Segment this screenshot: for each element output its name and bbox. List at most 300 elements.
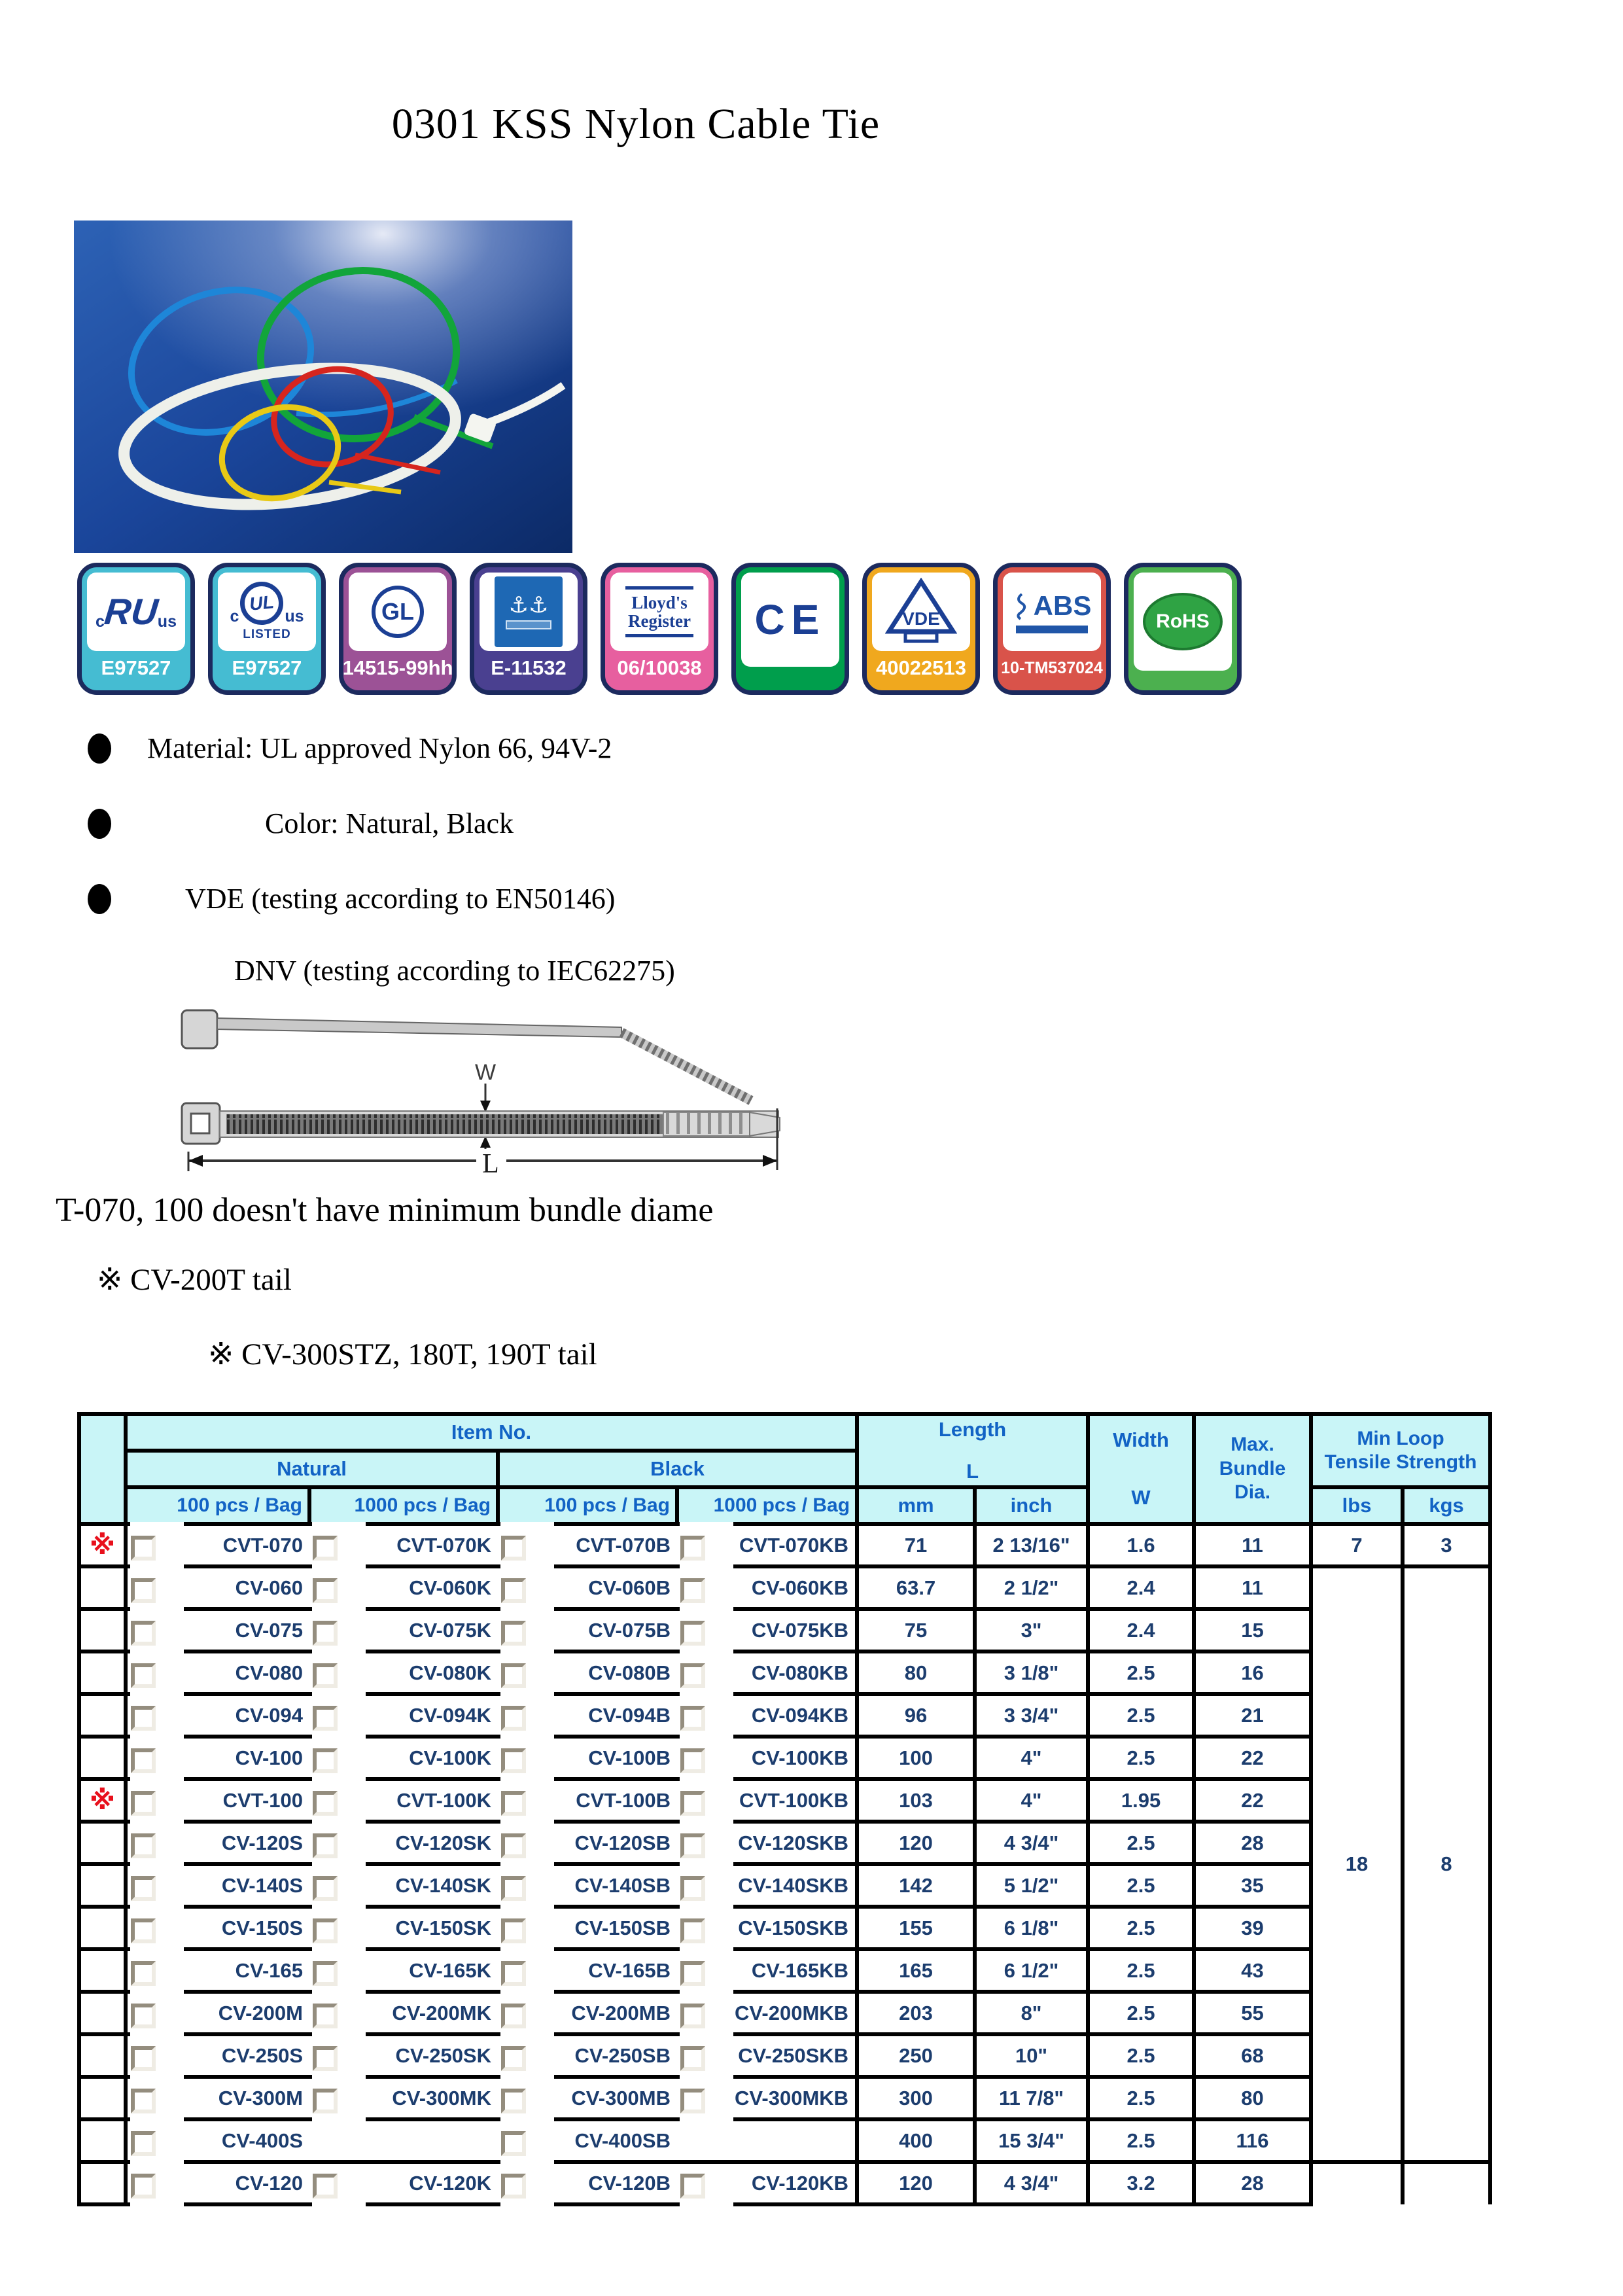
cell-length-inch: 4" [975,1779,1088,1822]
item-label: CV-300MB [571,2086,671,2110]
row-star-cell [79,1524,126,1566]
item-label: CVT-070B [576,1533,671,1557]
item-cell-natural-1000 [309,1651,498,1694]
border-gap [500,1902,554,1909]
border-gap [130,1987,184,1994]
item-checkbox[interactable] [680,1876,705,1901]
cell-width: 2.5 [1088,2119,1194,2162]
item-label: CV-300M [218,2086,303,2110]
bullet-color [88,807,514,840]
spec-table-body [79,1524,1490,2204]
item-label: CV-120S [221,1831,303,1854]
cell-width: 3.2 [1088,2162,1194,2204]
lloyds-logo-icon [610,573,708,651]
border-gap [312,1945,366,1951]
item-checkbox[interactable] [501,1961,526,1986]
ul-listed-label: LISTED [243,627,291,641]
border-gap [680,1562,733,1568]
cell-length-inch: 3 3/4" [975,1694,1088,1737]
cell-bundle-dia: 55 [1194,1992,1311,2034]
item-checkbox[interactable] [313,2089,338,2113]
cell-bundle-dia: 28 [1194,2162,1311,2204]
border-gap [130,1860,184,1866]
item-checkbox[interactable] [501,1536,526,1561]
item-checkbox[interactable] [680,1791,705,1816]
item-checkbox[interactable] [313,1833,338,1858]
item-cell-black-1000 [677,1907,857,1949]
item-checkbox[interactable] [131,2131,156,2156]
border-gap [680,1817,733,1824]
rohs-mark: RoHS [1143,593,1223,650]
header-item-no: Item No. [126,1414,857,1451]
border-gap [312,1647,366,1653]
length-dim-label: L [482,1149,499,1179]
cell-length-inch: 2 13/16" [975,1524,1088,1566]
item-cell-black-1000 [677,1737,857,1779]
border-gap [312,2030,366,2036]
item-checkbox[interactable] [501,2174,526,2199]
border-gap [130,2115,184,2121]
border-gap [680,2115,733,2121]
border-gap [680,1987,733,1994]
item-checkbox[interactable] [680,1663,705,1688]
item-checkbox[interactable] [680,1578,705,1603]
item-checkbox[interactable] [131,2089,156,2113]
item-cell-natural-1000 [309,2119,498,2162]
ce-mark: CE [754,596,826,643]
item-checkbox[interactable] [131,2046,156,2071]
item-cell-natural-1000 [309,1566,498,1609]
row-star-cell [79,1609,126,1651]
item-label: CV-250SKB [738,2043,849,2067]
cell-bundle-dia: 35 [1194,1864,1311,1907]
border-gap [312,2200,366,2206]
item-checkbox[interactable] [313,2004,338,2028]
item-label: CV-120B [588,2171,671,2195]
row-star-cell [79,1822,126,1864]
cell-bundle-dia: 116 [1194,2119,1311,2162]
bullet-vde [88,882,615,915]
cell-width: 1.6 [1088,1524,1194,1566]
item-label: CV-400S [221,2128,303,2152]
item-checkbox[interactable] [501,2089,526,2113]
table-row [79,2077,1490,2119]
header-length [857,1414,1088,1487]
item-checkbox[interactable] [313,1536,338,1561]
item-checkbox[interactable] [680,1748,705,1773]
cert-code: 06/10038 [617,656,702,679]
item-checkbox[interactable] [680,1961,705,1986]
item-cell-natural-100 [126,1737,309,1779]
item-checkbox[interactable] [313,1706,338,1731]
item-cell-black-1000 [677,1949,857,1992]
vde-triangle-icon [872,573,970,651]
cell-bundle-dia: 22 [1194,1737,1311,1779]
item-checkbox[interactable] [680,1833,705,1858]
cell-bundle-dia: 68 [1194,2034,1311,2077]
row-star-cell [79,1949,126,1992]
item-checkbox[interactable] [313,1578,338,1603]
item-cell-black-100 [498,2077,677,2119]
dnv-line: DNV (testing according to IEC62275) [234,955,675,987]
item-label: CV-400SB [574,2128,671,2152]
cell-bundle-dia: 21 [1194,1694,1311,1737]
note-bundle-diameter: T-070, 100 doesn't have minimum bundle diame [56,1192,714,1229]
border-gap [130,1689,184,1696]
item-label: CV-080B [588,1661,671,1684]
item-label: CVT-070 [222,1533,303,1557]
item-label: CV-075K [409,1618,491,1642]
item-checkbox[interactable] [501,1833,526,1858]
bullet-material [88,732,612,765]
bullet-icon [88,733,111,764]
item-checkbox[interactable] [680,2174,705,2199]
header-length-label: Length [938,1418,1007,1441]
star-mark: ※ [90,1530,115,1561]
item-label: CV-150SB [574,1916,671,1939]
row-star-cell [79,1566,126,1609]
item-checkbox[interactable] [313,2174,338,2199]
item-label: CV-094KB [751,1703,849,1727]
cell-length-mm: 80 [857,1651,975,1694]
border-gap [130,1604,184,1611]
item-cell-black-1000 [677,1609,857,1651]
item-cell-natural-100 [126,2119,309,2162]
border-gap [312,1562,366,1568]
item-label: CV-080K [409,1661,491,1684]
item-label: CV-250SK [395,2043,491,2067]
cell-width: 2.4 [1088,1609,1194,1651]
cell-length-mm: 71 [857,1524,975,1566]
item-label: CV-094 [235,1703,303,1727]
item-cell-black-100 [498,1949,677,1992]
item-cell-black-100 [498,2162,677,2204]
header-width [1088,1414,1194,1524]
header-min-loop: Min Loop Tensile Strength [1311,1414,1490,1487]
cert-code: 40022513 [876,656,966,679]
border-gap [312,2072,366,2079]
item-checkbox[interactable] [131,1876,156,1901]
item-checkbox[interactable] [680,2004,705,2028]
item-checkbox[interactable] [131,1621,156,1646]
table-header [79,1414,1490,1524]
item-label: CV-060B [588,1576,671,1599]
item-cell-natural-1000 [309,1949,498,1992]
item-label: CV-200MK [392,2001,491,2024]
cell-length-mm: 165 [857,1949,975,1992]
cell-width: 2.5 [1088,2034,1194,2077]
cell-length-mm: 103 [857,1779,975,1822]
cell-length-inch: 10" [975,2034,1088,2077]
item-checkbox[interactable] [501,1706,526,1731]
border-gap [680,1522,733,1528]
row-star-cell [79,1737,126,1779]
item-cell-black-1000 [677,1992,857,2034]
item-label: CV-080KB [751,1661,849,1684]
cell-kgs [1403,2162,1490,2204]
item-checkbox[interactable] [313,1876,338,1901]
border-gap [500,1945,554,1951]
item-checkbox[interactable] [313,1663,338,1688]
border-gap [680,2030,733,2036]
item-checkbox[interactable] [680,2089,705,2113]
cable-ties-image [74,221,572,553]
border-gap [680,1860,733,1866]
border-gap [130,2072,184,2079]
item-checkbox[interactable] [501,1918,526,1943]
item-label: CV-120 [235,2171,303,2195]
lloyds-line1: Lloyd's [631,592,688,612]
item-checkbox[interactable] [501,2131,526,2156]
table-row [79,1949,1490,1992]
header-width-symbol: W [1131,1486,1151,1509]
cell-bundle-dia: 39 [1194,1907,1311,1949]
row-star-cell [79,2119,126,2162]
item-checkbox[interactable] [313,1961,338,1986]
item-cell-natural-1000 [309,1737,498,1779]
item-cell-black-1000 [677,2077,857,2119]
cell-width: 2.5 [1088,1651,1194,1694]
item-checkbox[interactable] [501,1663,526,1688]
item-checkbox[interactable] [501,2004,526,2028]
cert-badge-gl [339,563,457,695]
item-label: CV-100K [409,1746,491,1769]
item-label: CV-120KB [751,2171,849,2195]
item-cell-natural-100 [126,1949,309,1992]
item-cell-black-100 [498,1907,677,1949]
item-checkbox[interactable] [680,1706,705,1731]
anchor-strip [506,620,551,629]
item-checkbox[interactable] [131,1578,156,1603]
item-checkbox[interactable] [501,1791,526,1816]
item-checkbox[interactable] [131,1961,156,1986]
border-gap [130,1647,184,1653]
table-row [79,2162,1490,2204]
item-cell-natural-100 [126,2077,309,2119]
item-label: CV-165KB [751,1958,849,1982]
item-label: CV-060KB [751,1576,849,1599]
border-gap [500,1732,554,1739]
item-cell-black-1000 [677,2034,857,2077]
item-label: CV-120SB [574,1831,671,1854]
border-gap [312,1689,366,1696]
item-cell-black-1000 [677,1524,857,1566]
item-label: CVT-070KB [739,1533,849,1557]
item-cell-natural-1000 [309,1694,498,1737]
border-gap [312,1604,366,1611]
item-cell-natural-100 [126,2162,309,2204]
item-label: CV-150S [221,1916,303,1939]
cell-width: 2.5 [1088,1737,1194,1779]
table-row [79,1651,1490,1694]
item-checkbox[interactable] [501,1876,526,1901]
cell-lbs: 7 [1311,1524,1403,1566]
item-checkbox[interactable] [131,1748,156,1773]
item-cell-natural-1000 [309,1992,498,2034]
item-label: CV-100 [235,1746,303,1769]
row-star-cell [79,2077,126,2119]
item-cell-natural-100 [126,1566,309,1609]
vde-letters: VDE [902,609,940,629]
item-cell-black-100 [498,1566,677,1609]
ul-prefix: c [96,612,105,631]
border-gap [500,2115,554,2121]
item-cell-natural-1000 [309,1609,498,1651]
item-checkbox[interactable] [501,1621,526,1646]
border-gap [680,1689,733,1696]
abs-mark: ABS [1033,590,1092,621]
border-gap [312,1902,366,1909]
border-gap [500,1689,554,1696]
cell-length-mm: 120 [857,2162,975,2204]
item-cell-black-1000 [677,1651,857,1694]
border-gap [680,2200,733,2206]
border-gap [680,1902,733,1909]
border-gap [500,1817,554,1824]
cell-lbs: 18 [1311,1566,1403,2162]
cell-length-mm: 250 [857,2034,975,2077]
border-gap [312,2115,366,2121]
table-row [79,1566,1490,1609]
border-gap [500,2157,554,2164]
cell-length-inch: 6 1/8" [975,1907,1088,1949]
item-cell-black-100 [498,1737,677,1779]
cell-length-inch: 3 1/8" [975,1651,1088,1694]
item-label: CV-120SKB [738,1831,849,1854]
cell-length-mm: 400 [857,2119,975,2162]
cell-width: 2.5 [1088,1907,1194,1949]
item-checkbox[interactable] [131,1791,156,1816]
ul-suffix: us [285,607,304,626]
item-checkbox[interactable] [131,2174,156,2199]
item-checkbox[interactable] [313,1918,338,1943]
lloyds-line2: Register [628,611,691,631]
item-checkbox[interactable] [680,2046,705,2071]
table-row [79,1524,1490,1566]
item-cell-black-1000 [677,1694,857,1737]
cell-width: 2.5 [1088,1864,1194,1907]
item-checkbox[interactable] [313,1748,338,1773]
item-checkbox[interactable] [680,1536,705,1561]
item-label: CVT-100B [576,1788,671,1812]
item-checkbox[interactable] [501,1578,526,1603]
item-label: CV-165K [409,1958,491,1982]
item-cell-natural-100 [126,1694,309,1737]
border-gap [680,1945,733,1951]
item-cell-natural-1000 [309,1779,498,1822]
cert-badge-ce [731,563,849,695]
item-checkbox[interactable] [680,1918,705,1943]
ul-listed-logo-icon [218,573,316,651]
header-length-symbol: L [966,1460,979,1483]
item-label: CV-250SB [574,2043,671,2067]
star-mark: ※ [90,1785,115,1816]
item-label: CV-120K [409,2171,491,2195]
item-cell-black-1000 [677,1566,857,1609]
item-checkbox[interactable] [680,1621,705,1646]
item-cell-natural-100 [126,1779,309,1822]
header-mm: mm [857,1487,975,1524]
item-cell-black-100 [498,2119,677,2162]
item-label: CV-094K [409,1703,491,1727]
item-cell-black-1000 [677,2162,857,2204]
item-label: CV-150SK [395,1916,491,1939]
cell-length-mm: 100 [857,1737,975,1779]
item-cell-natural-1000 [309,1822,498,1864]
ce-logo-icon [741,573,839,667]
item-checkbox[interactable] [501,1748,526,1773]
header-bag-black-1000: 1000 pcs / Bag [677,1487,857,1524]
header-bag-natural-100: 100 pcs / Bag [126,1487,309,1524]
table-row [79,1822,1490,1864]
cell-bundle-dia: 22 [1194,1779,1311,1822]
header-bag-black-100: 100 pcs / Bag [498,1487,677,1524]
border-gap [500,2072,554,2079]
border-gap [312,1522,366,1528]
row-star-cell [79,2162,126,2204]
item-cell-black-1000 [677,2119,857,2162]
rohs-logo-icon [1134,573,1232,671]
row-star-cell [79,1779,126,1822]
ul-circle-mark: UL [238,580,286,627]
row-star-cell [79,1907,126,1949]
cell-lbs [1311,2162,1403,2204]
item-label: CV-140SB [574,1873,671,1897]
bullet-text: Material: UL approved Nylon 66, 94V-2 [147,732,612,764]
item-checkbox[interactable] [131,1918,156,1943]
item-label: CV-250S [221,2043,303,2067]
cert-badge-vde [862,563,980,695]
border-gap [500,2200,554,2206]
item-cell-natural-100 [126,1907,309,1949]
item-cell-natural-1000 [309,2162,498,2204]
anchor-icon [480,573,578,651]
header-corner [79,1414,126,1524]
border-gap [130,1817,184,1824]
cell-width: 1.95 [1088,1779,1194,1822]
row-star-cell [79,1651,126,1694]
border-gap [680,2072,733,2079]
item-checkbox[interactable] [313,1621,338,1646]
ul-suffix: us [157,612,177,631]
table-row [79,1609,1490,1651]
item-checkbox[interactable] [131,1536,156,1561]
item-cell-black-100 [498,1524,677,1566]
item-label: CV-165B [588,1958,671,1982]
cell-width: 2.5 [1088,1694,1194,1737]
cell-length-inch: 11 7/8" [975,2077,1088,2119]
item-checkbox[interactable] [501,2046,526,2071]
cell-width: 2.5 [1088,1949,1194,1992]
item-checkbox[interactable] [131,2004,156,2028]
border-gap [680,1604,733,1611]
border-gap [130,2200,184,2206]
item-checkbox[interactable] [131,1706,156,1731]
item-cell-natural-100 [126,1864,309,1907]
cell-bundle-dia: 15 [1194,1609,1311,1651]
item-cell-black-1000 [677,1779,857,1822]
table-row [79,2119,1490,2162]
item-cell-black-1000 [677,1822,857,1864]
item-checkbox[interactable] [313,1791,338,1816]
item-checkbox[interactable] [131,1833,156,1858]
item-checkbox[interactable] [313,2046,338,2071]
item-checkbox[interactable] [131,1663,156,1688]
header-inch: inch [975,1487,1088,1524]
bullet-text: Color: Natural, Black [265,807,514,839]
abs-logo-icon [1003,573,1101,651]
cell-bundle-dia: 11 [1194,1524,1311,1566]
